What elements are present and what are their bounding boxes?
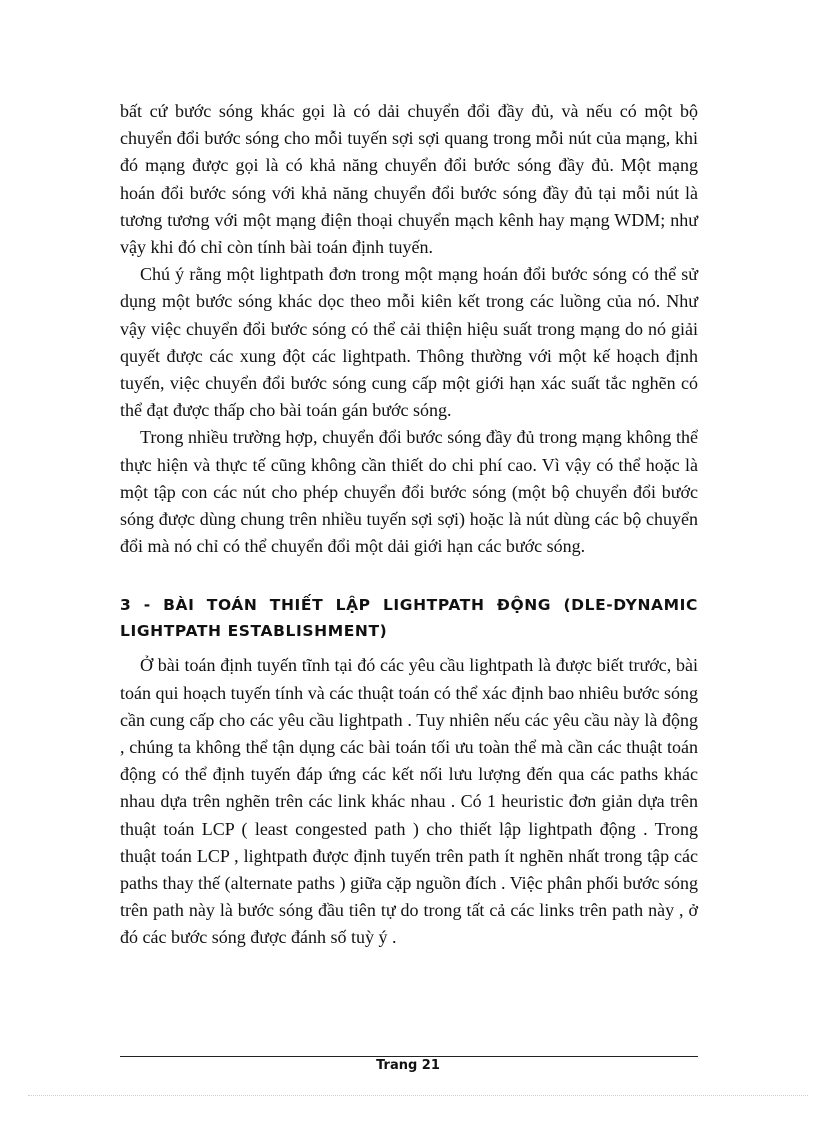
page-body: [120, 98, 698, 952]
footer-divider: [120, 1056, 698, 1057]
paragraph-dynamic-lightpath: Ở bài toán định tuyến tĩnh tại đó các yêu cầu lightpath là được biết trước, bài toán qui hoạch tuyến tính và các thuật toán có thể xác định bao nhiêu bước sóng cần cung cấp cho các yêu cầu lightpath . Tuy nhiên nếu các yêu cầu này là động , chúng ta không thể tận dụng các bài toán tối ưu toàn thể mà cần các thuật toán động có thể định tuyến đáp ứng các kết nối lưu lượng đến qua các paths khác nhau dựa trên nghẽn trên các link khác nhau . Có 1 heuristic đơn giản dựa trên thuật toán LCP ( least congested path ) cho thiết lập lightpath động . Trong thuật toán LCP , lightpath được định tuyến trên path ít nghẽn nhất trong tập các paths thay thế (alternate paths ) giữa cặp nguồn đích . Việc phân phối bước sóng trên path này là bước sóng đầu tiên tự do trong tất cả các links trên path này , ở đó các bước sóng được đánh số tuỳ ý .: [120, 655, 698, 948]
section-heading: 3 - BÀI TOÁN THIẾT LẬP LIGHTPATH ĐỘNG (DLE-DYNAMIC LIGHTPATH ESTABLISHMENT): [120, 596, 698, 641]
paragraph-wavelength-conversion-full: bất cứ bước sóng khác gọi là có dải chuyển đổi đầy đủ, và nếu có một bộ chuyển đổi bước sóng cho mỗi tuyến sợi sợi quang trong mỗi nút của mạng, khi đó mạng được gọi là có khả năng chuyển đổi bước sóng đầy đủ. Một mạng hoán đổi bước sóng với khả năng chuyển đổi bước sóng đầy đủ tại mỗi nút là tương tương với một mạng điện thoại chuyển mạch kênh hay mạng WDM; như vậy khi đó chỉ còn tính bài toán định tuyến.: [120, 101, 698, 258]
page-number: Trang 21: [376, 1058, 440, 1073]
page-bottom-edge: [28, 1095, 808, 1096]
paragraph-lightpath-note: Chú ý rằng một lightpath đơn trong một mạng hoán đổi bước sóng có thể sử dụng một bước sóng khác dọc theo mỗi kiên kết trong các luồng của nó. Như vậy việc chuyển đổi bước sóng có thể cải thiện hiệu suất trong mạng do nó giải quyết được các xung đột các lightpath. Thông thường với một kế hoạch định tuyến, việc chuyển đổi bước sóng cung cấp một giới hạn xác suất tắc nghẽn có thể đạt được thấp cho bài toán gán bước sóng.: [120, 264, 698, 421]
paragraph-partial-conversion: Trong nhiều trường hợp, chuyển đổi bước sóng đầy đủ trong mạng không thể thực hiện và thực tế cũng không cần thiết do chi phí cao. Vì vậy có thể hoặc là một tập con các nút cho phép chuyển đổi bước sóng (một bộ chuyển đổi bước sóng được dùng chung trên nhiều tuyến sợi sợi) hoặc là nút dùng các bộ chuyển đổi mà nó chỉ có thể chuyển đổi một dải giới hạn các bước sóng.: [120, 427, 698, 557]
